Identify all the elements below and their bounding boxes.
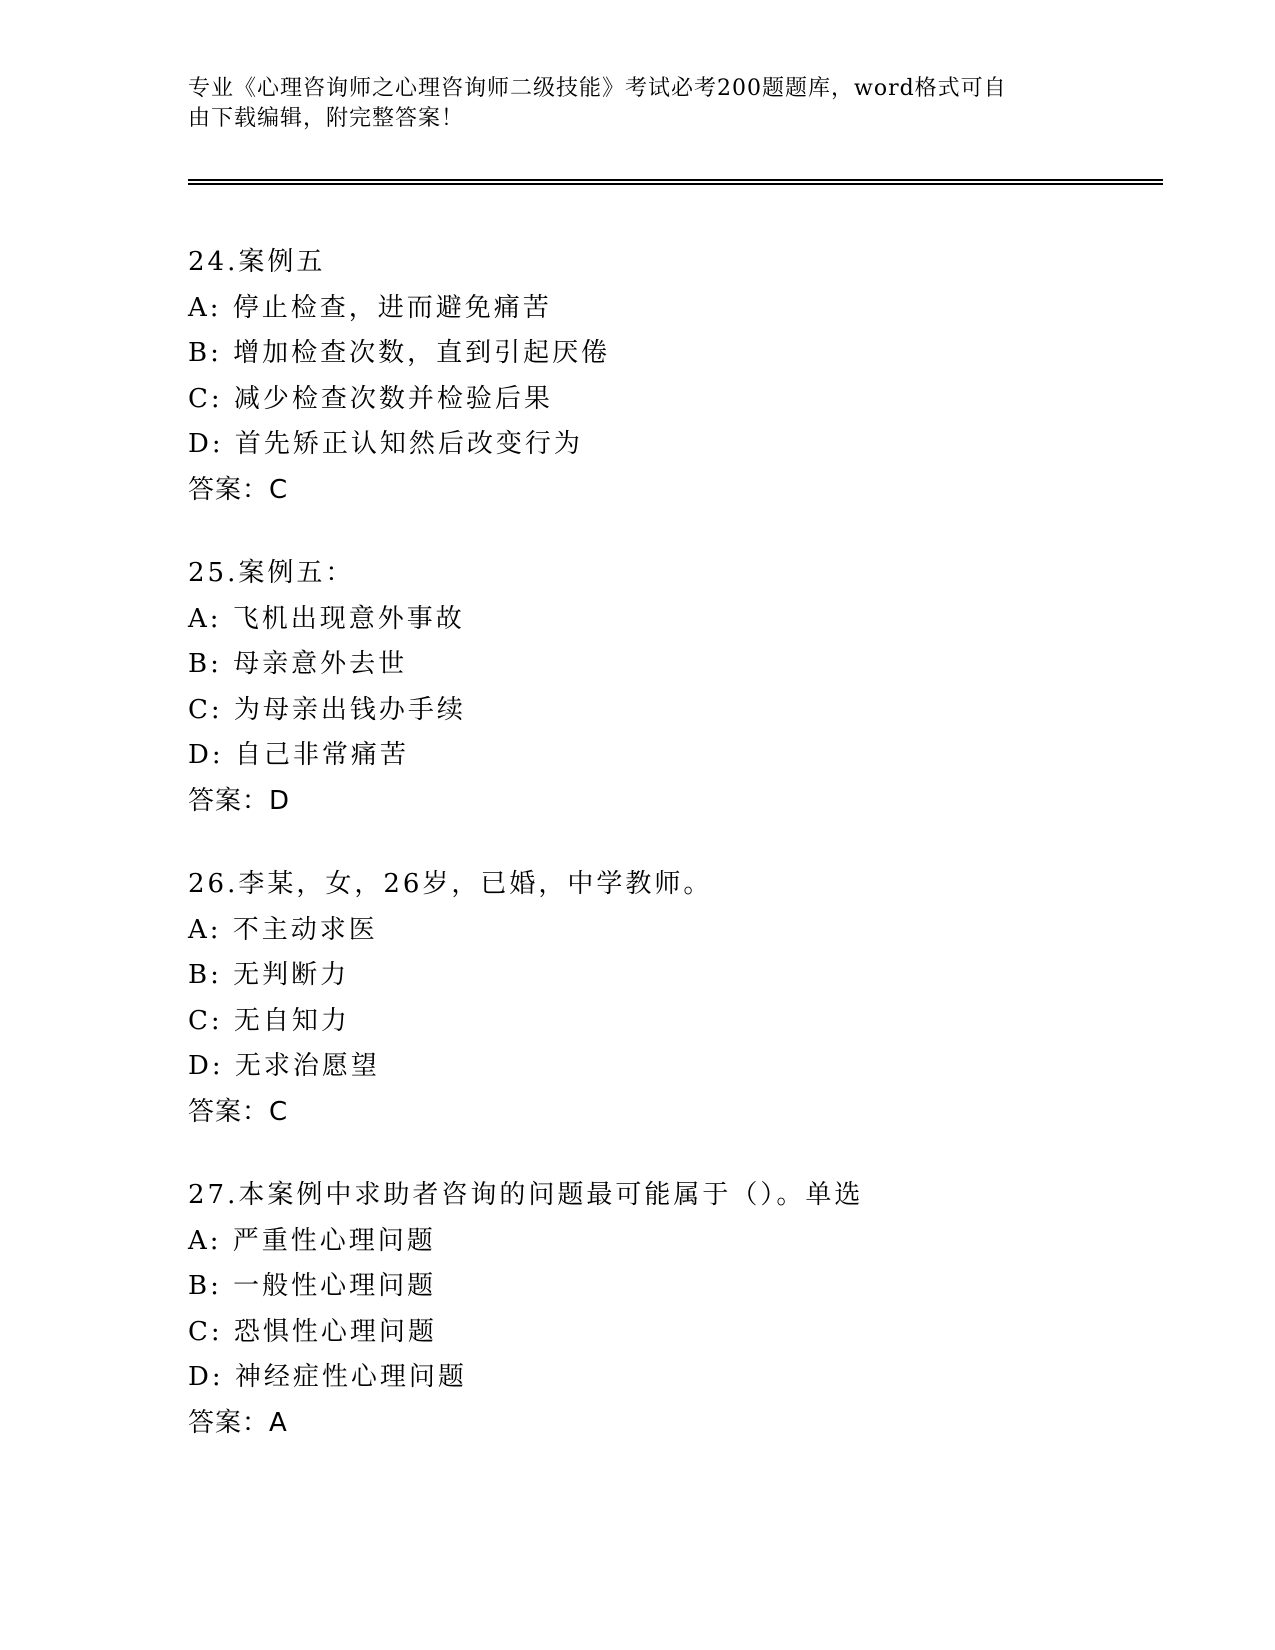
header-line-2: 由下载编辑，附完整答案！ — [188, 106, 465, 131]
option-a: A: 严重性心理问题 — [188, 1225, 436, 1256]
option-b: B: 无判断力 — [188, 960, 350, 990]
question-stem: 25.案例五： — [188, 558, 355, 588]
option-d: D: 神经症性心理问题 — [188, 1362, 467, 1392]
question-27 — [188, 1173, 1148, 1446]
option-d: D: 首先矫正认知然后改变行为 — [188, 429, 583, 459]
question-26 — [188, 862, 1148, 1135]
option-a: A: 飞机出现意外事故 — [188, 603, 465, 634]
header-line-1: 专业《心理咨询师之心理咨询师二级技能》考试必考200题题库，word格式可自 — [188, 76, 1007, 101]
question-stem: 26.李某，女，26岁，已婚，中学教师。 — [188, 869, 713, 899]
question-25 — [188, 551, 1148, 824]
answer-line: 答案：D — [188, 785, 291, 816]
option-a: A: 停止检查，进而避免痛苦 — [188, 292, 552, 323]
option-d: D: 自己非常痛苦 — [188, 740, 409, 770]
header-divider-bottom — [188, 183, 1163, 185]
question-stem: 27.本案例中求助者咨询的问题最可能属于（）。单选 — [188, 1180, 864, 1210]
option-b: B: 增加检查次数，直到引起厌倦 — [188, 338, 611, 368]
option-c: C: 无自知力 — [188, 1005, 350, 1036]
option-c: C: 为母亲出钱办手续 — [188, 694, 466, 725]
option-c: C: 恐惧性心理问题 — [188, 1316, 437, 1347]
option-b: B: 母亲意外去世 — [188, 649, 408, 679]
answer-line: 答案：C — [188, 1096, 289, 1127]
option-d: D: 无求治愿望 — [188, 1051, 380, 1081]
answer-line: 答案：A — [188, 1407, 288, 1438]
option-b: B: 一般性心理问题 — [188, 1271, 437, 1301]
answer-line: 答案：C — [188, 474, 289, 505]
question-stem: 24.案例五 — [188, 247, 326, 277]
document-header — [188, 74, 1088, 134]
option-c: C: 减少检查次数并检验后果 — [188, 383, 553, 414]
option-a: A: 不主动求医 — [188, 914, 378, 945]
header-divider-top — [188, 179, 1163, 181]
question-list — [188, 240, 1148, 1484]
question-24 — [188, 240, 1148, 513]
